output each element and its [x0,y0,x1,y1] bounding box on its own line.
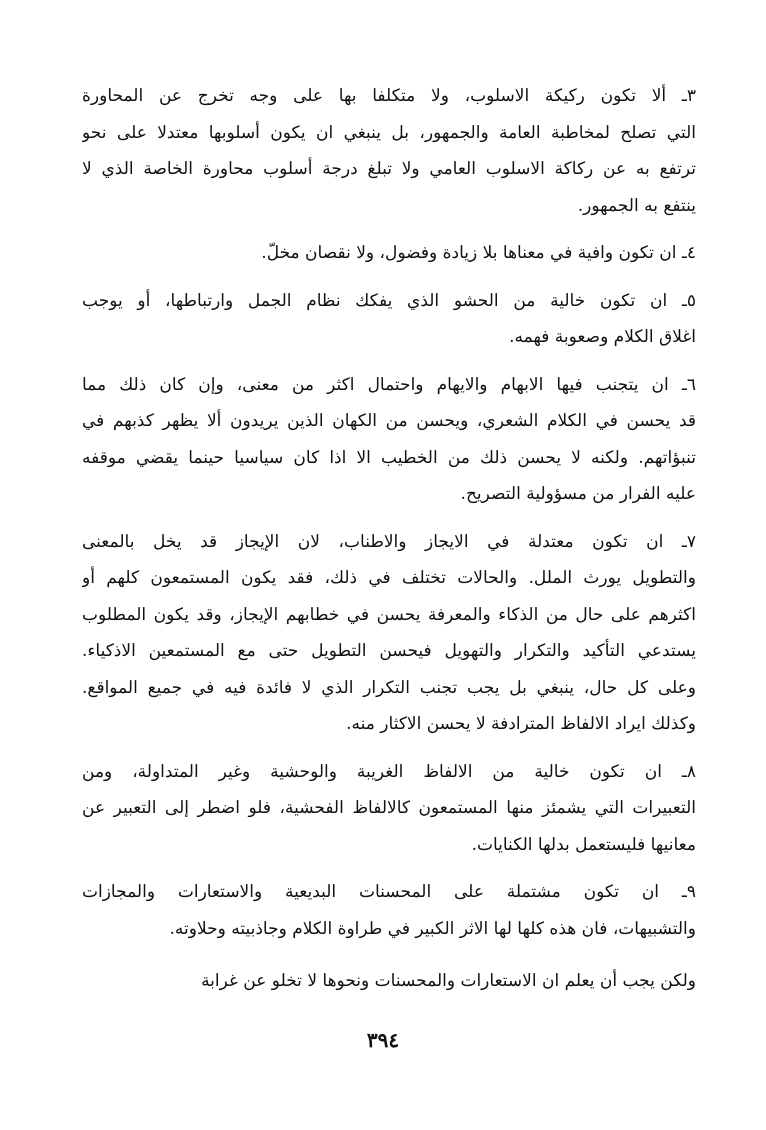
paragraph-9 [82,874,696,947]
text-line: قد يحسن في الكلام الشعري، ويحسن من الكهان الذين يريدون ألا يظهر كذبهم في [82,411,696,431]
paragraph-8 [82,754,696,864]
text-line: اكثرهم على حال من الذكاء والمعرفة يحسن في خطابهم الإيجاز، وقد يكون المطلوب [82,604,696,625]
text-line: ترتفع به عن ركاكة الاسلوب العامي ولا تبلغ درجة أسلوب محاورة الخاصة الذي لا [82,159,696,179]
text-line: ٨ـ ان تكون خالية من الالفاظ الغريبة والوحشية وغير المتداولة، ومن [82,761,696,782]
text-line: وعلى كل حال، ينبغي بل يجب تجنب التكرار الذي لا فائدة فيه في جميع المواقع. [82,677,696,698]
page-body [82,78,696,1011]
text-line: ٣ـ ألا تكون ركيكة الاسلوب، ولا متكلفا بها على وجه تخرج عن المحاورة [82,86,696,106]
text-line: والتطويل يورث الملل. والحالات تختلف في ذلك، فقد يكون المستمعون كلهم أو [82,568,696,588]
text-line: والتشبيهات، فان هذه كلها لها الاثر الكبير في طراوة الكلام وجاذبيته وحلاوته. [169,918,696,939]
paragraph-3 [82,78,696,224]
text-line: ولكن يجب أن يعلم ان الاستعارات والمحسنات ونحوها لا تخلو عن غرابة [201,971,696,991]
text-line: تنبؤاتهم. ولكنه لا يحسن ذلك من الخطيب الا اذا كان سياسيا حينما يقضي موقفه [82,447,696,468]
text-line: عليه الفرار من مسؤولية التصريح. [460,484,696,504]
text-line: وكذلك ايراد الالفاظ المترادفة لا يحسن الاكثار منه. [346,714,696,734]
text-line: ٦ـ ان يتجنب فيها الابهام والايهام واحتمال اكثر من معنى، وإن كان ذلك مما [82,374,696,395]
page-number: ٣٩٤ [366,1028,400,1052]
text-line: التي تصلح لمخاطبة العامة والجمهور، بل ينبغي ان يكون أسلوبها معتدلا على نحو [82,122,696,143]
paragraph-closing [82,963,696,1000]
text-line: يستدعي التأكيد والتكرار والتهويل فيحسن التطويل حتى مع المستمعين الاذكياء. [82,641,696,661]
paragraph-5 [82,283,696,356]
text-line: ينتفع به الجمهور. [577,195,696,216]
paragraph-7 [82,524,696,743]
text-line: ٩ـ ان تكون مشتملة على المحسنات البديعية والاستعارات والمجازات [82,882,696,902]
text-line: ٤ـ ان تكون وافية في معناها بلا زيادة وفضول، ولا نقصان مخلّ. [261,243,696,263]
text-line: التعبيرات التي يشمئز منها المستمعون كالالفاظ الفحشية، فلو اضطر إلى التعبير عن [82,798,696,818]
paragraph-4 [82,235,696,272]
text-line: ٥ـ ان تكون خالية من الحشو الذي يفكك نظام الجمل وارتباطها، أو يوجب [82,290,696,311]
text-line: معانيها فليستعمل بدلها الكنايات. [471,834,696,855]
paragraph-6 [82,367,696,513]
text-line: اغلاق الكلام وصعوبة فهمه. [509,327,696,347]
text-line: ٧ـ ان تكون معتدلة في الايجاز والاطناب، لان الإيجاز قد يخل بالمعنى [82,531,696,552]
